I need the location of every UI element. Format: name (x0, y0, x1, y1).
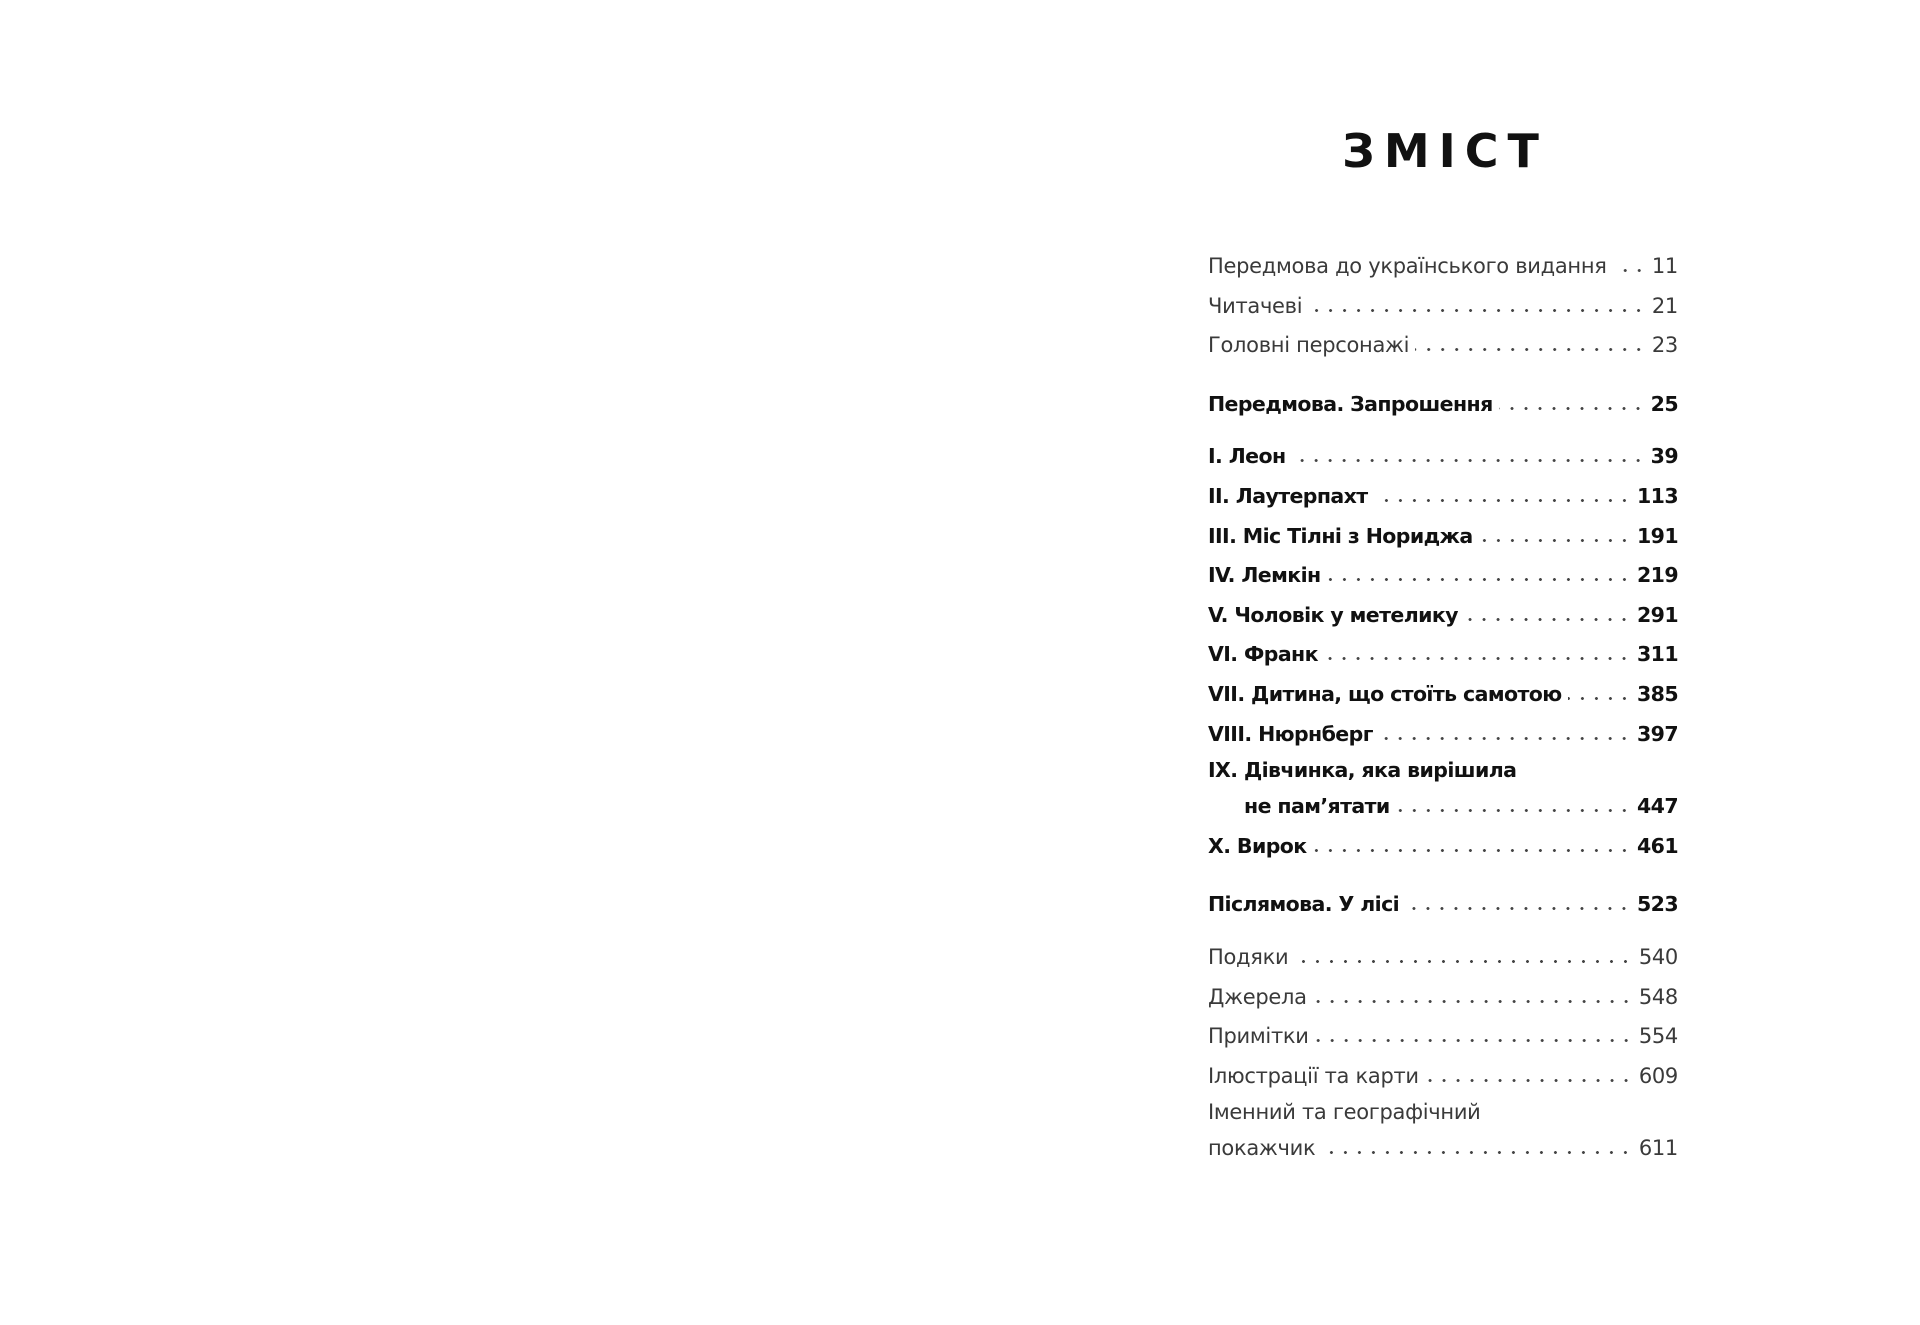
toc-entry[interactable] (1208, 287, 1678, 327)
entry-label: Післямова. У лісі (1208, 892, 1400, 917)
dot-leader (1313, 847, 1631, 853)
toc-entry-chapter[interactable] (1208, 715, 1678, 755)
dot-leader (1321, 1149, 1632, 1155)
dot-leader (1292, 457, 1645, 463)
entry-page: 447 (1637, 794, 1678, 819)
toc-entry[interactable] (1208, 326, 1678, 366)
dot-leader (1379, 735, 1631, 741)
entry-label: Передмова до українського видання (1208, 254, 1607, 278)
dot-leader (1479, 537, 1631, 543)
toc-entry-prologue[interactable] (1208, 385, 1678, 425)
entry-page: 397 (1637, 721, 1678, 746)
entry-label: Джерела (1208, 984, 1307, 1009)
entry-page: 11 (1651, 254, 1678, 278)
dot-leader (1425, 1077, 1633, 1083)
toc-entry-chapter[interactable] (1208, 754, 1678, 827)
toc-entry-chapter[interactable] (1208, 827, 1678, 867)
entry-label-line1: Іменний та географічний (1208, 1100, 1481, 1125)
entry-label: Примітки (1208, 1024, 1309, 1049)
entry-label: X. Вирок (1208, 833, 1307, 858)
page-title: ЗМІСТ (1342, 124, 1548, 178)
toc-entry[interactable] (1208, 1057, 1678, 1097)
entry-page: 385 (1637, 681, 1678, 706)
entry-label: Головні персонажі (1208, 333, 1410, 358)
entry-label: VII. Дитина, що стоїть самотою (1208, 681, 1562, 706)
dot-leader (1415, 346, 1646, 352)
entry-page: 25 (1650, 391, 1678, 416)
entry-page: 523 (1637, 892, 1678, 917)
entry-label: I. Леон (1208, 444, 1286, 469)
entry-page: 191 (1637, 523, 1678, 548)
dot-leader (1324, 655, 1631, 661)
dot-leader (1464, 616, 1631, 622)
entry-page: 39 (1650, 444, 1678, 469)
toc-entry[interactable] (1208, 1017, 1678, 1057)
dot-leader (1568, 695, 1631, 701)
entry-page: 611 (1638, 1136, 1678, 1161)
entry-label: Ілюстрації та карти (1208, 1063, 1419, 1088)
entry-page: 554 (1638, 1024, 1678, 1049)
dot-leader (1315, 1037, 1633, 1043)
entry-page: 21 (1651, 293, 1678, 318)
dot-leader (1308, 307, 1646, 313)
entry-label: III. Міс Тілні з Нориджа (1208, 523, 1473, 548)
toc-entry-chapter[interactable] (1208, 596, 1678, 636)
entry-label: V. Чоловік у метелику (1208, 602, 1458, 627)
entry-page: 219 (1637, 563, 1678, 588)
toc-entry-chapter[interactable] (1208, 477, 1678, 517)
dot-leader (1313, 998, 1633, 1004)
toc-entry[interactable] (1208, 938, 1678, 978)
entry-label: IV. Лемкін (1208, 563, 1321, 588)
toc-entry[interactable] (1208, 978, 1678, 1018)
entry-page: 291 (1637, 602, 1678, 627)
entry-label: II. Лаутерпахт (1208, 483, 1368, 508)
dot-leader (1374, 497, 1631, 503)
entry-label-line2: не пам’ятати (1244, 794, 1390, 819)
dot-leader (1396, 807, 1631, 813)
toc-entry-chapter[interactable] (1208, 635, 1678, 675)
toc-entry-chapter[interactable] (1208, 675, 1678, 715)
entry-label: Передмова. Запрошення (1208, 391, 1493, 416)
entry-label: VI. Франк (1208, 642, 1318, 667)
entry-label: Читачеві (1208, 293, 1303, 318)
dot-leader (1294, 958, 1632, 964)
entry-label: VIII. Нюрнберг (1208, 721, 1373, 746)
toc-entry[interactable] (1208, 1096, 1678, 1169)
table-of-contents (1208, 247, 1678, 1169)
entry-page: 548 (1638, 984, 1678, 1009)
dot-leader (1405, 905, 1631, 911)
dot-leader (1327, 576, 1631, 582)
dot-leader (1613, 267, 1646, 273)
toc-entry-chapter[interactable] (1208, 556, 1678, 596)
entry-label: Подяки (1208, 944, 1289, 969)
entry-page: 113 (1637, 483, 1678, 508)
entry-label-line1: IX. Дівчинка, яка вирішила (1208, 758, 1517, 783)
toc-entry-chapter[interactable] (1208, 437, 1678, 477)
entry-page: 609 (1638, 1063, 1678, 1088)
toc-entry-chapter[interactable] (1208, 517, 1678, 557)
dot-leader (1499, 405, 1645, 411)
entry-page: 311 (1637, 642, 1678, 667)
toc-entry[interactable] (1208, 247, 1678, 287)
entry-label-line2: покажчик (1208, 1136, 1316, 1161)
entry-page: 540 (1638, 944, 1678, 969)
entry-page: 461 (1637, 833, 1678, 858)
toc-entry-epilogue[interactable] (1208, 885, 1678, 925)
entry-page: 23 (1651, 333, 1678, 358)
